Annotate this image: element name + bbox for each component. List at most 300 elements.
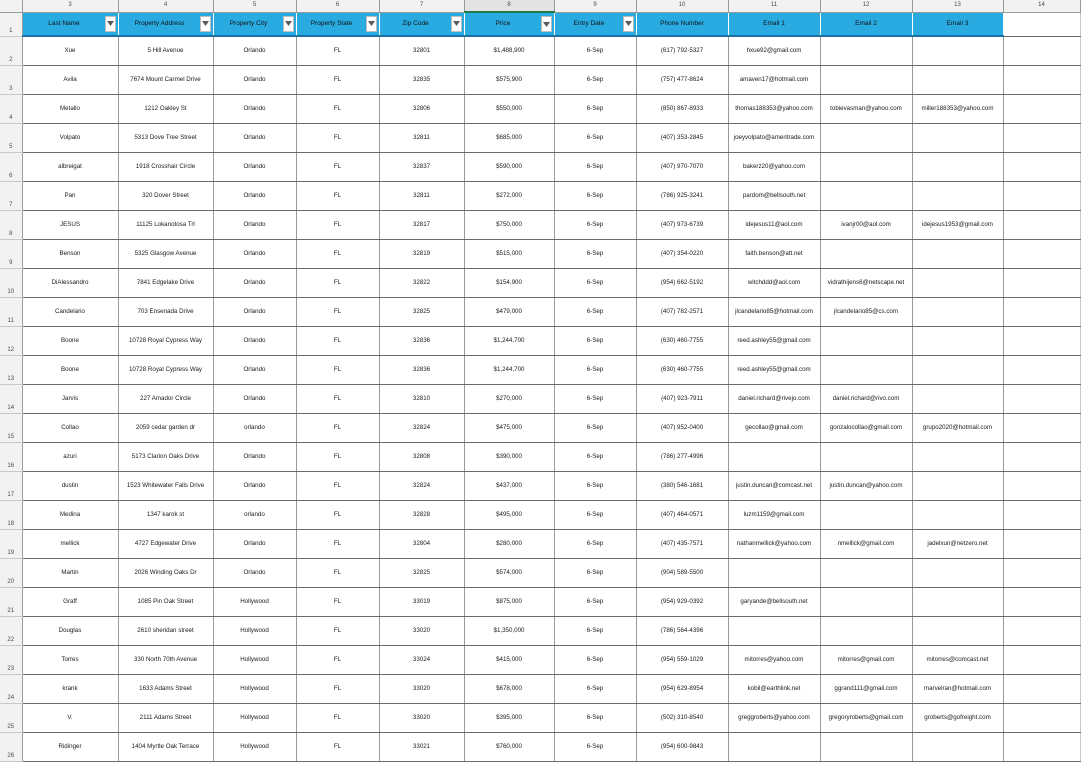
cell-property_address[interactable]: 10728 Royal Cypress Way bbox=[118, 326, 213, 355]
cell-last_name[interactable]: krank bbox=[22, 674, 118, 703]
cell-empty[interactable] bbox=[1003, 210, 1080, 239]
cell-phone_number[interactable]: (954) 662-5192 bbox=[636, 268, 728, 297]
cell-email3[interactable] bbox=[912, 181, 1003, 210]
cell-zip_code[interactable]: 32825 bbox=[379, 297, 464, 326]
cell-phone_number[interactable]: (407) 973-6739 bbox=[636, 210, 728, 239]
cell-last_name[interactable]: Candelario bbox=[22, 297, 118, 326]
cell-last_name[interactable]: Volpato bbox=[22, 123, 118, 152]
cell-last_name[interactable]: Pan bbox=[22, 181, 118, 210]
cell-email2[interactable] bbox=[820, 500, 912, 529]
cell-entry_date[interactable]: 6-Sep bbox=[554, 442, 636, 471]
row-number-15[interactable]: 15 bbox=[0, 413, 22, 442]
cell-property_state[interactable]: FL bbox=[296, 732, 379, 761]
row-number-10[interactable]: 10 bbox=[0, 268, 22, 297]
column-header-6[interactable]: 6 bbox=[296, 0, 379, 12]
cell-phone_number[interactable]: (617) 792-5327 bbox=[636, 36, 728, 65]
cell-entry_date[interactable]: 6-Sep bbox=[554, 703, 636, 732]
cell-entry_date[interactable]: 6-Sep bbox=[554, 152, 636, 181]
cell-property_city[interactable]: Orlando bbox=[213, 355, 296, 384]
cell-phone_number[interactable]: (407) 952-0400 bbox=[636, 413, 728, 442]
row-number-24[interactable]: 24 bbox=[0, 674, 22, 703]
cell-email3[interactable] bbox=[912, 355, 1003, 384]
cell-email2[interactable]: gregoryroberts@gmail.com bbox=[820, 703, 912, 732]
cell-zip_code[interactable]: 33020 bbox=[379, 674, 464, 703]
cell-email3[interactable] bbox=[912, 732, 1003, 761]
cell-last_name[interactable]: Ridinger bbox=[22, 732, 118, 761]
cell-email1[interactable]: nathanmellick@yahoo.com bbox=[728, 529, 820, 558]
column-filter-header-property_state[interactable] bbox=[296, 12, 379, 36]
cell-property_address[interactable]: 7674 Mount Carmel Drive bbox=[118, 65, 213, 94]
column-filter-header-entry_date[interactable] bbox=[554, 12, 636, 36]
cell-last_name[interactable]: Boone bbox=[22, 326, 118, 355]
cell-property_address[interactable]: 7841 Edgelake Drive bbox=[118, 268, 213, 297]
cell-property_address[interactable]: 5313 Dove Tree Street bbox=[118, 123, 213, 152]
cell-zip_code[interactable]: 33020 bbox=[379, 703, 464, 732]
cell-zip_code[interactable]: 32811 bbox=[379, 123, 464, 152]
cell-price[interactable]: $1,244,700 bbox=[464, 355, 554, 384]
cell-zip_code[interactable]: 32835 bbox=[379, 65, 464, 94]
cell-phone_number[interactable]: (407) 435-7571 bbox=[636, 529, 728, 558]
cell-empty[interactable] bbox=[1003, 94, 1080, 123]
cell-property_state[interactable]: FL bbox=[296, 210, 379, 239]
filter-dropdown-button-last_name[interactable] bbox=[105, 16, 116, 32]
cell-empty[interactable] bbox=[1003, 413, 1080, 442]
cell-empty[interactable] bbox=[1003, 587, 1080, 616]
cell-email1[interactable]: jlcandelario85@hotmail.com bbox=[728, 297, 820, 326]
row-number-23[interactable]: 23 bbox=[0, 645, 22, 674]
cell-email3[interactable] bbox=[912, 152, 1003, 181]
cell-email2[interactable]: tobievasman@yahoo.com bbox=[820, 94, 912, 123]
cell-email1[interactable]: faith.benson@att.net bbox=[728, 239, 820, 268]
cell-email3[interactable] bbox=[912, 36, 1003, 65]
cell-property_state[interactable]: FL bbox=[296, 123, 379, 152]
cell-property_city[interactable]: Orlando bbox=[213, 529, 296, 558]
cell-email3[interactable] bbox=[912, 587, 1003, 616]
cell-price[interactable]: $575,900 bbox=[464, 65, 554, 94]
column-filter-header-email3[interactable] bbox=[912, 12, 1003, 36]
cell-email1[interactable] bbox=[728, 558, 820, 587]
cell-price[interactable]: $515,000 bbox=[464, 239, 554, 268]
cell-property_address[interactable]: 1212 Oakley St bbox=[118, 94, 213, 123]
cell-empty[interactable] bbox=[1003, 355, 1080, 384]
cell-property_city[interactable]: Orlando bbox=[213, 94, 296, 123]
cell-zip_code[interactable]: 33024 bbox=[379, 645, 464, 674]
cell-property_address[interactable]: 4727 Edgewater Drive bbox=[118, 529, 213, 558]
cell-price[interactable]: $415,000 bbox=[464, 645, 554, 674]
cell-entry_date[interactable]: 6-Sep bbox=[554, 65, 636, 94]
row-number-20[interactable]: 20 bbox=[0, 558, 22, 587]
cell-price[interactable]: $574,000 bbox=[464, 558, 554, 587]
cell-zip_code[interactable]: 32825 bbox=[379, 558, 464, 587]
cell-property_address[interactable]: 1085 Pin Oak Street bbox=[118, 587, 213, 616]
cell-property_address[interactable]: 320 Dover Street bbox=[118, 181, 213, 210]
row-number-16[interactable]: 16 bbox=[0, 442, 22, 471]
cell-zip_code[interactable]: 33020 bbox=[379, 616, 464, 645]
cell-email3[interactable] bbox=[912, 326, 1003, 355]
cell-property_state[interactable]: FL bbox=[296, 558, 379, 587]
row-number-9[interactable]: 9 bbox=[0, 239, 22, 268]
cell-email2[interactable] bbox=[820, 587, 912, 616]
cell-last_name[interactable]: mellick bbox=[22, 529, 118, 558]
cell-property_address[interactable]: 2026 Winding Oaks Dr bbox=[118, 558, 213, 587]
cell-property_city[interactable]: Orlando bbox=[213, 152, 296, 181]
cell-email1[interactable]: pardom@bellsouth.net bbox=[728, 181, 820, 210]
column-header-13[interactable]: 13 bbox=[912, 0, 1003, 12]
cell-property_state[interactable]: FL bbox=[296, 500, 379, 529]
cell-phone_number[interactable]: (407) 464-0571 bbox=[636, 500, 728, 529]
cell-property_state[interactable]: FL bbox=[296, 674, 379, 703]
cell-email1[interactable] bbox=[728, 442, 820, 471]
cell-email3[interactable]: marvelran@hotmail.com bbox=[912, 674, 1003, 703]
cell-entry_date[interactable]: 6-Sep bbox=[554, 645, 636, 674]
row-number-8[interactable]: 8 bbox=[0, 210, 22, 239]
cell-property_state[interactable]: FL bbox=[296, 326, 379, 355]
cell-entry_date[interactable]: 6-Sep bbox=[554, 500, 636, 529]
cell-entry_date[interactable]: 6-Sep bbox=[554, 674, 636, 703]
cell-email3[interactable]: idejesus1953@gmail.com bbox=[912, 210, 1003, 239]
cell-entry_date[interactable]: 6-Sep bbox=[554, 558, 636, 587]
cell-email3[interactable] bbox=[912, 471, 1003, 500]
cell-property_state[interactable]: FL bbox=[296, 181, 379, 210]
column-header-12[interactable]: 12 bbox=[820, 0, 912, 12]
cell-empty[interactable] bbox=[1003, 384, 1080, 413]
cell-zip_code[interactable]: 32801 bbox=[379, 36, 464, 65]
column-filter-header-phone_number[interactable] bbox=[636, 12, 728, 36]
cell-email1[interactable]: thomas188353@yahoo.com bbox=[728, 94, 820, 123]
cell-phone_number[interactable]: (407) 782-2571 bbox=[636, 297, 728, 326]
cell-property_state[interactable]: FL bbox=[296, 36, 379, 65]
cell-email2[interactable] bbox=[820, 326, 912, 355]
column-header-9[interactable]: 9 bbox=[554, 0, 636, 12]
cell-zip_code[interactable]: 33019 bbox=[379, 587, 464, 616]
cell-property_city[interactable]: Hollywood bbox=[213, 703, 296, 732]
cell-phone_number[interactable]: (407) 970-7070 bbox=[636, 152, 728, 181]
cell-entry_date[interactable]: 6-Sep bbox=[554, 616, 636, 645]
cell-email3[interactable] bbox=[912, 384, 1003, 413]
filter-dropdown-button-price[interactable] bbox=[541, 16, 552, 32]
cell-entry_date[interactable]: 6-Sep bbox=[554, 529, 636, 558]
cell-property_city[interactable]: Orlando bbox=[213, 442, 296, 471]
cell-email1[interactable]: garyande@bellsouth.net bbox=[728, 587, 820, 616]
cell-price[interactable]: $1,244,700 bbox=[464, 326, 554, 355]
cell-entry_date[interactable]: 6-Sep bbox=[554, 181, 636, 210]
cell-email2[interactable]: daniel.richard@rivo.com bbox=[820, 384, 912, 413]
cell-price[interactable]: $437,000 bbox=[464, 471, 554, 500]
cell-phone_number[interactable]: (786) 925-3241 bbox=[636, 181, 728, 210]
cell-email2[interactable]: nmellick@gmail.com bbox=[820, 529, 912, 558]
cell-property_state[interactable]: FL bbox=[296, 355, 379, 384]
cell-zip_code[interactable]: 32824 bbox=[379, 471, 464, 500]
cell-entry_date[interactable]: 6-Sep bbox=[554, 384, 636, 413]
row-number-13[interactable]: 13 bbox=[0, 355, 22, 384]
cell-property_city[interactable]: Hollywood bbox=[213, 732, 296, 761]
filter-dropdown-button-property_state[interactable] bbox=[366, 16, 377, 32]
cell-property_state[interactable]: FL bbox=[296, 94, 379, 123]
cell-price[interactable]: $395,000 bbox=[464, 703, 554, 732]
cell-phone_number[interactable]: (380) 546-1681 bbox=[636, 471, 728, 500]
cell-property_state[interactable]: FL bbox=[296, 529, 379, 558]
cell-property_address[interactable]: 1633 Adams Street bbox=[118, 674, 213, 703]
cell-zip_code[interactable]: 33021 bbox=[379, 732, 464, 761]
row-number-18[interactable]: 18 bbox=[0, 500, 22, 529]
cell-entry_date[interactable]: 6-Sep bbox=[554, 239, 636, 268]
filter-dropdown-button-zip_code[interactable] bbox=[451, 16, 462, 32]
cell-price[interactable]: $1,350,000 bbox=[464, 616, 554, 645]
cell-property_state[interactable]: FL bbox=[296, 413, 379, 442]
cell-property_city[interactable]: Orlando bbox=[213, 239, 296, 268]
row-number-11[interactable]: 11 bbox=[0, 297, 22, 326]
cell-entry_date[interactable]: 6-Sep bbox=[554, 471, 636, 500]
cell-price[interactable]: $270,000 bbox=[464, 384, 554, 413]
cell-zip_code[interactable]: 32808 bbox=[379, 442, 464, 471]
cell-zip_code[interactable]: 32824 bbox=[379, 413, 464, 442]
cell-email2[interactable]: ggrand111@gmail.com bbox=[820, 674, 912, 703]
filter-dropdown-button-property_address[interactable] bbox=[200, 16, 211, 32]
cell-property_city[interactable]: Orlando bbox=[213, 268, 296, 297]
cell-email2[interactable] bbox=[820, 36, 912, 65]
cell-last_name[interactable]: Jarvis bbox=[22, 384, 118, 413]
cell-price[interactable]: $875,000 bbox=[464, 587, 554, 616]
cell-entry_date[interactable]: 6-Sep bbox=[554, 326, 636, 355]
cell-price[interactable]: $760,000 bbox=[464, 732, 554, 761]
column-header-5[interactable]: 5 bbox=[213, 0, 296, 12]
cell-entry_date[interactable]: 6-Sep bbox=[554, 413, 636, 442]
row-number-17[interactable]: 17 bbox=[0, 471, 22, 500]
cell-email2[interactable]: mitorres@gmail.com bbox=[820, 645, 912, 674]
cell-empty[interactable] bbox=[1003, 297, 1080, 326]
cell-email1[interactable] bbox=[728, 616, 820, 645]
cell-zip_code[interactable]: 32836 bbox=[379, 355, 464, 384]
cell-empty[interactable] bbox=[1003, 442, 1080, 471]
cell-property_address[interactable]: 227 Amador Circle bbox=[118, 384, 213, 413]
cell-last_name[interactable]: Metallo bbox=[22, 94, 118, 123]
cell-email2[interactable] bbox=[820, 123, 912, 152]
cell-empty[interactable] bbox=[1003, 326, 1080, 355]
cell-property_city[interactable]: Orlando bbox=[213, 297, 296, 326]
cell-phone_number[interactable]: (407) 923-7911 bbox=[636, 384, 728, 413]
cell-empty[interactable] bbox=[1003, 703, 1080, 732]
cell-empty[interactable] bbox=[1003, 36, 1080, 65]
cell-property_state[interactable]: FL bbox=[296, 239, 379, 268]
cell-price[interactable]: $678,000 bbox=[464, 674, 554, 703]
cell-property_state[interactable]: FL bbox=[296, 442, 379, 471]
cell-zip_code[interactable]: 32828 bbox=[379, 500, 464, 529]
cell-email3[interactable] bbox=[912, 297, 1003, 326]
cell-property_city[interactable]: Hollywood bbox=[213, 674, 296, 703]
cell-property_address[interactable]: 330 North 70th Avenue bbox=[118, 645, 213, 674]
cell-email3[interactable] bbox=[912, 123, 1003, 152]
cell-email2[interactable] bbox=[820, 442, 912, 471]
cell-zip_code[interactable]: 32837 bbox=[379, 152, 464, 181]
cell-email3[interactable] bbox=[912, 65, 1003, 94]
cell-email3[interactable]: groberts@gofreight.com bbox=[912, 703, 1003, 732]
column-header-4[interactable]: 4 bbox=[118, 0, 213, 12]
empty-header-cell[interactable] bbox=[1003, 12, 1080, 36]
column-header-11[interactable]: 11 bbox=[728, 0, 820, 12]
cell-zip_code[interactable]: 32806 bbox=[379, 94, 464, 123]
cell-empty[interactable] bbox=[1003, 152, 1080, 181]
cell-entry_date[interactable]: 6-Sep bbox=[554, 732, 636, 761]
cell-property_address[interactable]: 1523 Whitewater Falls Drive bbox=[118, 471, 213, 500]
cell-entry_date[interactable]: 6-Sep bbox=[554, 94, 636, 123]
cell-email2[interactable] bbox=[820, 355, 912, 384]
cell-phone_number[interactable]: (786) 277-4996 bbox=[636, 442, 728, 471]
cell-email2[interactable]: gonzalocollao@gmail.com bbox=[820, 413, 912, 442]
select-all-corner[interactable] bbox=[0, 0, 22, 12]
cell-entry_date[interactable]: 6-Sep bbox=[554, 210, 636, 239]
cell-phone_number[interactable]: (954) 600-9843 bbox=[636, 732, 728, 761]
cell-property_state[interactable]: FL bbox=[296, 384, 379, 413]
cell-email3[interactable]: grupo2020@hotmail.com bbox=[912, 413, 1003, 442]
column-filter-header-last_name[interactable] bbox=[22, 12, 118, 36]
column-header-3[interactable]: 3 bbox=[22, 0, 118, 12]
cell-email2[interactable] bbox=[820, 65, 912, 94]
cell-email2[interactable] bbox=[820, 181, 912, 210]
cell-email3[interactable] bbox=[912, 500, 1003, 529]
cell-price[interactable]: $475,000 bbox=[464, 413, 554, 442]
cell-property_address[interactable]: 2059 cedar garden dr bbox=[118, 413, 213, 442]
cell-last_name[interactable]: dustin bbox=[22, 471, 118, 500]
filter-dropdown-button-property_city[interactable] bbox=[283, 16, 294, 32]
cell-phone_number[interactable]: (904) 589-5500 bbox=[636, 558, 728, 587]
cell-last_name[interactable]: V. bbox=[22, 703, 118, 732]
row-number-12[interactable]: 12 bbox=[0, 326, 22, 355]
cell-empty[interactable] bbox=[1003, 239, 1080, 268]
cell-email1[interactable]: justin.duncan@comcast.net bbox=[728, 471, 820, 500]
cell-price[interactable]: $550,000 bbox=[464, 94, 554, 123]
cell-email1[interactable]: hxue92@gmail.com bbox=[728, 36, 820, 65]
cell-email1[interactable]: bakerz20@yahoo.com bbox=[728, 152, 820, 181]
cell-property_city[interactable]: Hollywood bbox=[213, 587, 296, 616]
row-number-3[interactable]: 3 bbox=[0, 65, 22, 94]
cell-zip_code[interactable]: 32822 bbox=[379, 268, 464, 297]
cell-empty[interactable] bbox=[1003, 645, 1080, 674]
cell-last_name[interactable]: Douglas bbox=[22, 616, 118, 645]
cell-zip_code[interactable]: 32836 bbox=[379, 326, 464, 355]
cell-entry_date[interactable]: 6-Sep bbox=[554, 268, 636, 297]
cell-email2[interactable]: jlcandelario85@cs.com bbox=[820, 297, 912, 326]
cell-empty[interactable] bbox=[1003, 268, 1080, 297]
column-header-7[interactable]: 7 bbox=[379, 0, 464, 12]
cell-email2[interactable] bbox=[820, 152, 912, 181]
cell-property_state[interactable]: FL bbox=[296, 152, 379, 181]
row-number-19[interactable]: 19 bbox=[0, 529, 22, 558]
cell-phone_number[interactable]: (502) 310-8540 bbox=[636, 703, 728, 732]
row-number-6[interactable]: 6 bbox=[0, 152, 22, 181]
cell-property_address[interactable]: 2111 Adams Street bbox=[118, 703, 213, 732]
column-header-14[interactable]: 14 bbox=[1003, 0, 1080, 12]
row-number-14[interactable]: 14 bbox=[0, 384, 22, 413]
cell-last_name[interactable]: Xue bbox=[22, 36, 118, 65]
cell-email3[interactable] bbox=[912, 268, 1003, 297]
row-number-7[interactable]: 7 bbox=[0, 181, 22, 210]
cell-empty[interactable] bbox=[1003, 181, 1080, 210]
cell-property_city[interactable]: Orlando bbox=[213, 558, 296, 587]
cell-email3[interactable]: mitorres@comcast.net bbox=[912, 645, 1003, 674]
cell-email2[interactable] bbox=[820, 239, 912, 268]
cell-entry_date[interactable]: 6-Sep bbox=[554, 36, 636, 65]
column-header-10[interactable]: 10 bbox=[636, 0, 728, 12]
cell-phone_number[interactable]: (407) 354-0220 bbox=[636, 239, 728, 268]
row-number-4[interactable]: 4 bbox=[0, 94, 22, 123]
cell-property_address[interactable]: 10728 Royal Cypress Way bbox=[118, 355, 213, 384]
row-number-5[interactable]: 5 bbox=[0, 123, 22, 152]
cell-price[interactable]: $154,900 bbox=[464, 268, 554, 297]
cell-email2[interactable] bbox=[820, 558, 912, 587]
cell-empty[interactable] bbox=[1003, 123, 1080, 152]
cell-email3[interactable] bbox=[912, 558, 1003, 587]
row-number-26[interactable]: 26 bbox=[0, 732, 22, 761]
cell-zip_code[interactable]: 32817 bbox=[379, 210, 464, 239]
cell-phone_number[interactable]: (407) 353-2845 bbox=[636, 123, 728, 152]
cell-price[interactable]: $390,000 bbox=[464, 442, 554, 471]
cell-price[interactable]: $590,000 bbox=[464, 152, 554, 181]
row-number-2[interactable]: 2 bbox=[0, 36, 22, 65]
cell-email1[interactable]: gecollao@gmail.com bbox=[728, 413, 820, 442]
cell-email1[interactable]: kobil@earthlink.net bbox=[728, 674, 820, 703]
cell-property_city[interactable]: Hollywood bbox=[213, 645, 296, 674]
cell-property_address[interactable]: 703 Ensenada Drive bbox=[118, 297, 213, 326]
cell-last_name[interactable]: Medina bbox=[22, 500, 118, 529]
cell-email1[interactable] bbox=[728, 732, 820, 761]
cell-email1[interactable]: witchddd@aol.com bbox=[728, 268, 820, 297]
filter-dropdown-button-entry_date[interactable] bbox=[623, 16, 634, 32]
row-number-22[interactable]: 22 bbox=[0, 616, 22, 645]
cell-email1[interactable]: luzm1159@gmail.com bbox=[728, 500, 820, 529]
cell-price[interactable]: $479,000 bbox=[464, 297, 554, 326]
cell-zip_code[interactable]: 32811 bbox=[379, 181, 464, 210]
cell-zip_code[interactable]: 32819 bbox=[379, 239, 464, 268]
column-filter-header-email2[interactable] bbox=[820, 12, 912, 36]
cell-email1[interactable]: reed.ashley55@gmail.com bbox=[728, 326, 820, 355]
cell-last_name[interactable]: Avila bbox=[22, 65, 118, 94]
cell-email3[interactable] bbox=[912, 616, 1003, 645]
cell-phone_number[interactable]: (630) 460-7755 bbox=[636, 326, 728, 355]
cell-property_state[interactable]: FL bbox=[296, 471, 379, 500]
cell-email3[interactable] bbox=[912, 442, 1003, 471]
column-header-8[interactable]: 8 bbox=[464, 0, 554, 12]
column-filter-header-price[interactable] bbox=[464, 12, 554, 36]
cell-email1[interactable]: idejesus11@aol.com bbox=[728, 210, 820, 239]
cell-property_address[interactable]: 5325 Glasgow Avenue bbox=[118, 239, 213, 268]
cell-property_city[interactable]: orlando bbox=[213, 500, 296, 529]
cell-email2[interactable]: vidrathijens6@netscape.net bbox=[820, 268, 912, 297]
cell-property_city[interactable]: Orlando bbox=[213, 471, 296, 500]
cell-email2[interactable]: justin.duncan@yahoo.com bbox=[820, 471, 912, 500]
cell-property_address[interactable]: 1404 Myrtle Oak Terrace bbox=[118, 732, 213, 761]
cell-phone_number[interactable]: (757) 477-8624 bbox=[636, 65, 728, 94]
cell-empty[interactable] bbox=[1003, 616, 1080, 645]
cell-empty[interactable] bbox=[1003, 500, 1080, 529]
cell-email2[interactable] bbox=[820, 616, 912, 645]
cell-property_city[interactable]: orlando bbox=[213, 413, 296, 442]
cell-email1[interactable]: reed.ashley55@gmail.com bbox=[728, 355, 820, 384]
cell-property_state[interactable]: FL bbox=[296, 645, 379, 674]
cell-phone_number[interactable]: (850) 867-8933 bbox=[636, 94, 728, 123]
cell-zip_code[interactable]: 32804 bbox=[379, 529, 464, 558]
cell-entry_date[interactable]: 6-Sep bbox=[554, 587, 636, 616]
cell-property_city[interactable]: Orlando bbox=[213, 384, 296, 413]
cell-entry_date[interactable]: 6-Sep bbox=[554, 123, 636, 152]
cell-empty[interactable] bbox=[1003, 558, 1080, 587]
cell-email1[interactable]: greggroberts@yahoo.com bbox=[728, 703, 820, 732]
cell-empty[interactable] bbox=[1003, 732, 1080, 761]
cell-property_state[interactable]: FL bbox=[296, 268, 379, 297]
cell-last_name[interactable]: Boone bbox=[22, 355, 118, 384]
cell-property_city[interactable]: Orlando bbox=[213, 123, 296, 152]
cell-empty[interactable] bbox=[1003, 471, 1080, 500]
cell-property_city[interactable]: Orlando bbox=[213, 36, 296, 65]
